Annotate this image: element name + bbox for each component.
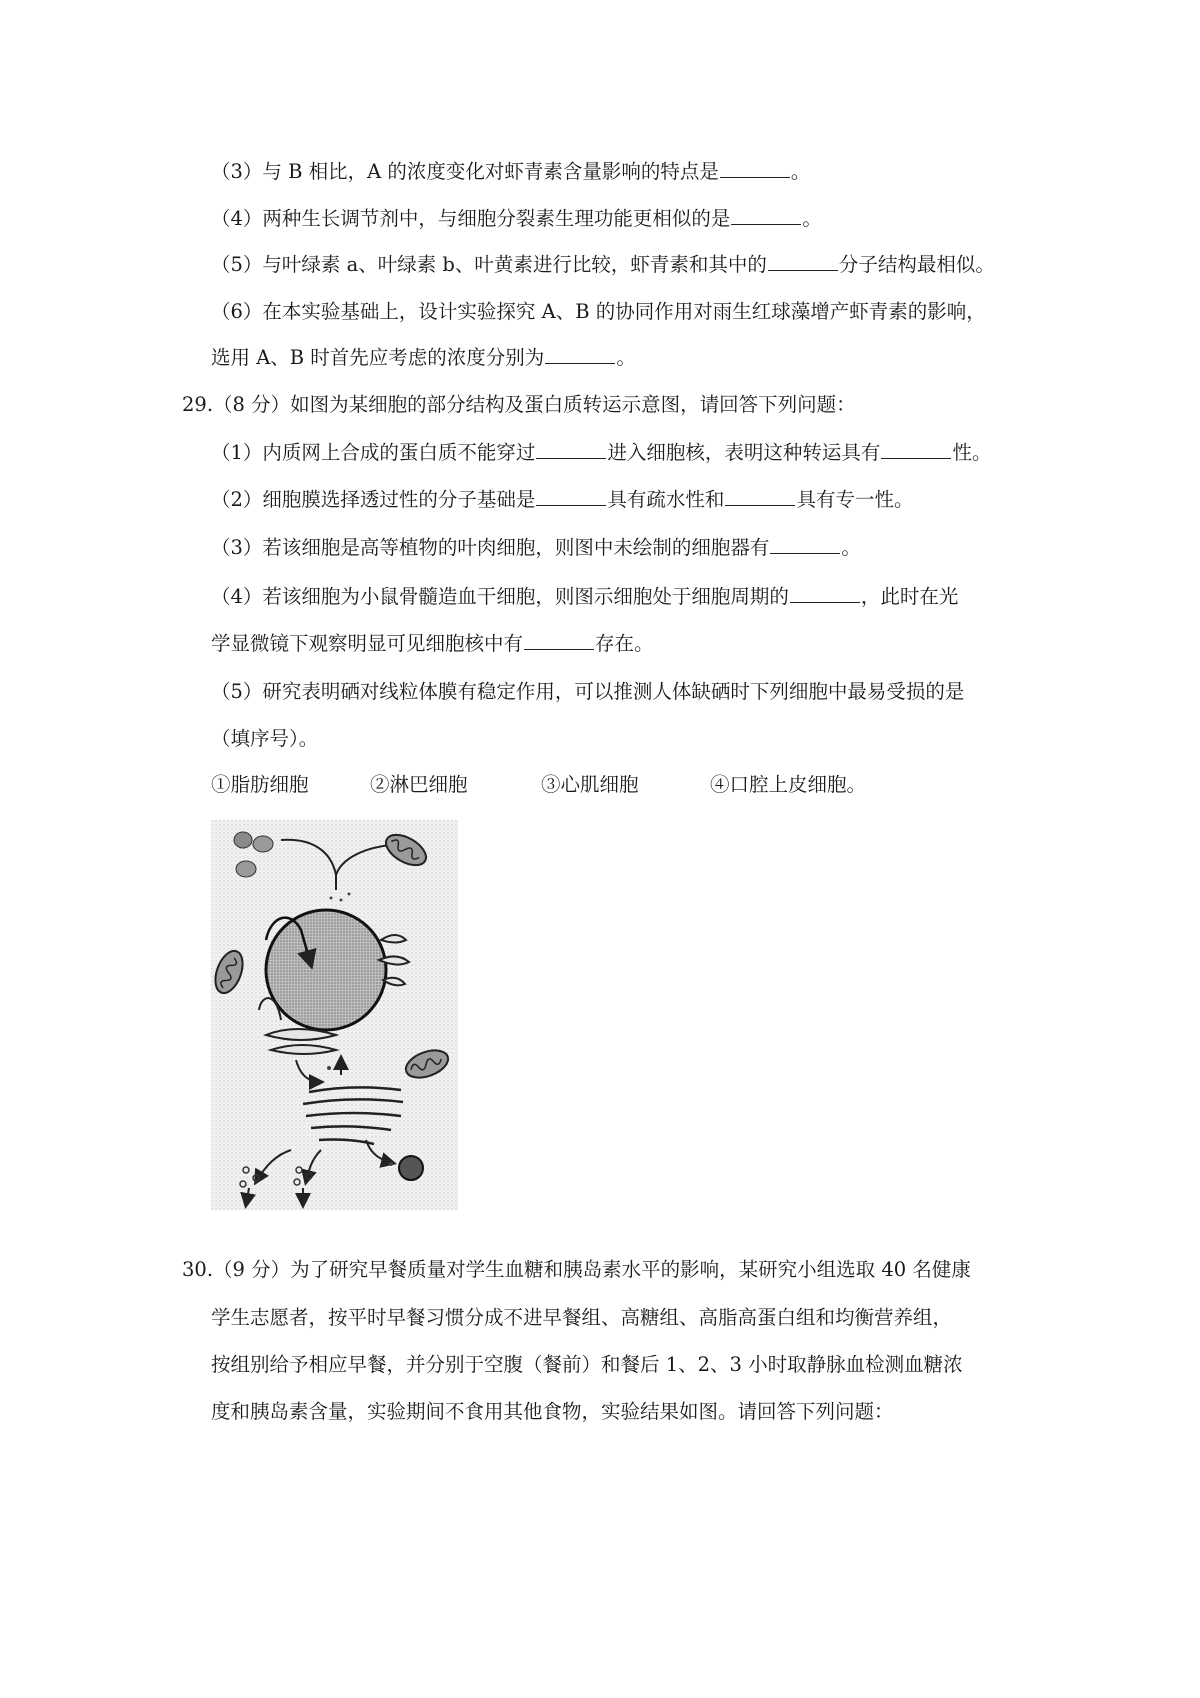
q28-part4 <box>211 205 822 233</box>
q30-line3: 按组别给予相应早餐，并分别于空腹（餐前）和餐后 1、2、3 小时取静脉血检测血糖浓 <box>211 1353 963 1376</box>
q28-part3-text: （3）与 B 相比，A 的浓度变化对虾青素含量影响的特点是 <box>211 160 719 183</box>
q29-part4-line2 <box>211 630 654 658</box>
q28-part6-end: 。 <box>616 346 636 369</box>
q29-part3-text: （3）若该细胞是高等植物的叶肉细胞，则图中未绘制的细胞器有 <box>211 536 770 559</box>
q28-part5-text: （5）与叶绿素 a、叶绿素 b、叶黄素进行比较，虾青素和其中的 <box>211 253 767 276</box>
answer-blank[interactable] <box>881 440 951 459</box>
q28-part5-end: 分子结构最相似。 <box>838 253 995 276</box>
q28-part6-line2 <box>211 344 636 372</box>
q30-line2: 学生志愿者，按平时早餐习惯分成不进早餐组、高糖组、高脂高蛋白组和均衡营养组， <box>211 1306 953 1329</box>
answer-blank[interactable] <box>524 631 594 650</box>
q29-part4-end: 存在。 <box>595 632 654 655</box>
option-4: ④口腔上皮细胞。 <box>710 773 867 796</box>
q29-part5-line2: （填序号）。 <box>211 727 319 750</box>
q28-part3 <box>211 158 810 186</box>
q29-part1-end: 性。 <box>952 441 992 464</box>
q28-part4-text: （4）两种生长调节剂中，与细胞分裂素生理功能更相似的是 <box>211 207 731 230</box>
option-1: ①脂肪细胞 <box>211 773 309 796</box>
q29-part5-line1: （5）研究表明硒对线粒体膜有稳定作用，可以推测人体缺硒时下列细胞中最易受损的是 <box>211 680 965 703</box>
q29-part2 <box>211 486 913 514</box>
q29-part3 <box>211 534 861 562</box>
q29-part1-mid: 进入细胞核，表明这种转运具有 <box>607 441 881 464</box>
answer-blank[interactable] <box>536 487 606 506</box>
q28-part4-end: 。 <box>802 207 822 230</box>
q29-part1 <box>211 439 991 467</box>
q29-stem: 29.（8 分）如图为某细胞的部分结构及蛋白质转运示意图，请回答下列问题： <box>182 393 856 416</box>
q29-part2-end: 具有专一性。 <box>796 488 914 511</box>
q29-part2-mid: 具有疏水性和 <box>607 488 725 511</box>
q29-part4-text: （4）若该细胞为小鼠骨髓造血干细胞，则图示细胞处于细胞周期的 <box>211 585 789 608</box>
q28-part3-end: 。 <box>790 160 811 183</box>
answer-blank[interactable] <box>545 345 615 364</box>
q29-part4-cont: ，此时在光 <box>860 585 959 608</box>
answer-blank[interactable] <box>770 535 840 554</box>
cell-diagram <box>211 820 458 1210</box>
q30-line1: 30.（9 分）为了研究早餐质量对学生血糖和胰岛素水平的影响，某研究小组选取 40 名健康 <box>182 1258 971 1281</box>
answer-blank[interactable] <box>536 440 606 459</box>
lysosome <box>399 1156 423 1180</box>
q29-part2-text: （2）细胞膜选择透过性的分子基础是 <box>211 488 536 511</box>
q28-part6-line1: （6）在本实验基础上，设计实验探究 A、B 的协同作用对雨生红球藻增产虾青素的影响， <box>211 300 986 323</box>
option-3: ③心肌细胞 <box>541 773 639 796</box>
answer-blank[interactable] <box>731 206 801 225</box>
q30-line4: 度和胰岛素含量，实验期间不食用其他食物，实验结果如图。请回答下列问题： <box>211 1400 894 1423</box>
answer-blank[interactable] <box>790 584 860 603</box>
q29-part4-line1 <box>211 583 958 611</box>
answer-blank[interactable] <box>720 159 790 178</box>
answer-blank[interactable] <box>725 487 795 506</box>
q29-part3-end: 。 <box>841 536 861 559</box>
q29-part1-text: （1）内质网上合成的蛋白质不能穿过 <box>211 441 536 464</box>
q28-part5 <box>211 251 995 279</box>
q28-part6-text: 选用 A、B 时首先应考虑的浓度分别为 <box>211 346 545 369</box>
nucleus <box>266 910 386 1030</box>
q29-part4-text2: 学显微镜下观察明显可见细胞核中有 <box>211 632 524 655</box>
option-2: ②淋巴细胞 <box>370 773 468 796</box>
answer-blank[interactable] <box>768 252 838 271</box>
